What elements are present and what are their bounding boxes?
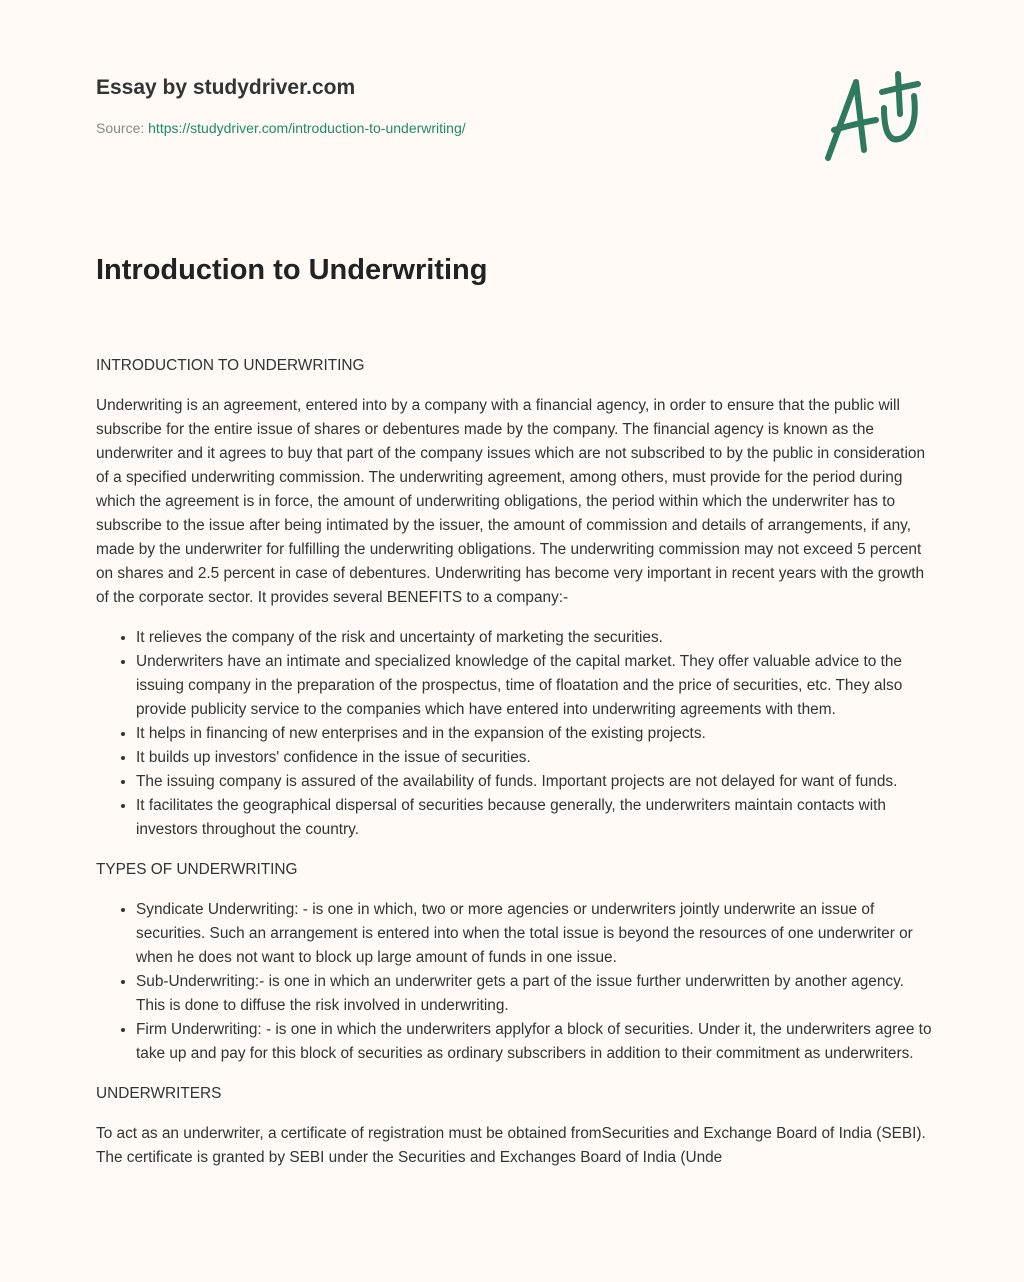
section-heading: UNDERWRITERS xyxy=(96,1085,222,1102)
site-title: Essay by studydriver.com xyxy=(96,76,356,99)
benefits-list xyxy=(96,626,932,842)
essay-body xyxy=(96,354,932,1186)
page-title: Introduction to Underwriting xyxy=(96,254,488,286)
section-heading: TYPES OF UNDERWRITING xyxy=(96,861,298,878)
paragraph: Underwriting is an agreement, entered into by a company with a financial agency, in order to ensure that the public will subscribe for the entire issue of shares or debentures made by the company. The financial agency is known as the underwriter and it agrees to buy that part of the company issues which are not subscribed to by the public in consideration of a specified underwriting commission. The underwriting agreement, among others, must provide for the period during which the agreement is in force, the amount of underwriting obligations, the period within which the underwriter has to subscribe to the issue after being intimated by the issuer, the amount of commission and details of arrangements, if any, made by the underwriter for fulfilling the underwriting obligations. The underwriting commission may not exceed 5 percent on shares and 2.5 percent in case of debentures. Underwriting has become very important in recent years with the growth of the corporate sector. It provides several BENEFITS to a company:- xyxy=(96,397,925,606)
a-plus-logo xyxy=(818,68,928,164)
list-item: • Syndicate Underwriting: - is one in which, two or more agencies or underwriters jointly underwrite an issue of securities. Such an arrangement is entered into when the total issue is beyond the resources of one underwriter or when he does not want to block up large amount of funds in one issue. xyxy=(136,898,932,970)
list-item: • It relieves the company of the risk and uncertainty of marketing the securities. xyxy=(136,626,932,650)
source-link[interactable]: https://studydriver.com/introduction-to-underwriting/ xyxy=(148,120,466,136)
list-item: • Sub-Underwriting:- is one in which an underwriter gets a part of the issue further underwritten by another agency. This is done to diffuse the risk involved in underwriting. xyxy=(136,970,932,1018)
list-item: • The issuing company is assured of the availability of funds. Important projects are not delayed for want of funds. xyxy=(136,770,932,794)
section-heading: INTRODUCTION TO UNDERWRITING xyxy=(96,357,365,374)
list-item: • Firm Underwriting: - is one in which the underwriters applyfor a block of securities. Under it, the underwriters agree to take up and pay for this block of securities as ordinary subscribers in addition to their commitment as underwriters. xyxy=(136,1018,932,1066)
list-item: • It builds up investors' confidence in the issue of securities. xyxy=(136,746,932,770)
source-label: Source: xyxy=(96,120,145,136)
paragraph: To act as an underwriter, a certificate of registration must be obtained fromSecurities and Exchange Board of India (SEBI). The certificate is granted by SEBI under the Securities and Exchanges Board of India (Unde xyxy=(96,1125,926,1166)
types-list xyxy=(96,898,932,1066)
list-item: • Underwriters have an intimate and specialized knowledge of the capital market. They offer valuable advice to the issuing company in the preparation of the prospectus, time of floatation and the price of securities, etc. They also provide publicity service to the companies which have entered into underwriting agreements with them. xyxy=(136,650,932,722)
source-line xyxy=(96,120,466,136)
essay-header xyxy=(96,76,466,136)
list-item: • It helps in financing of new enterprises and in the expansion of the existing projects. xyxy=(136,722,932,746)
list-item: • It facilitates the geographical dispersal of securities because generally, the underwriters maintain contacts with investors throughout the country. xyxy=(136,794,932,842)
